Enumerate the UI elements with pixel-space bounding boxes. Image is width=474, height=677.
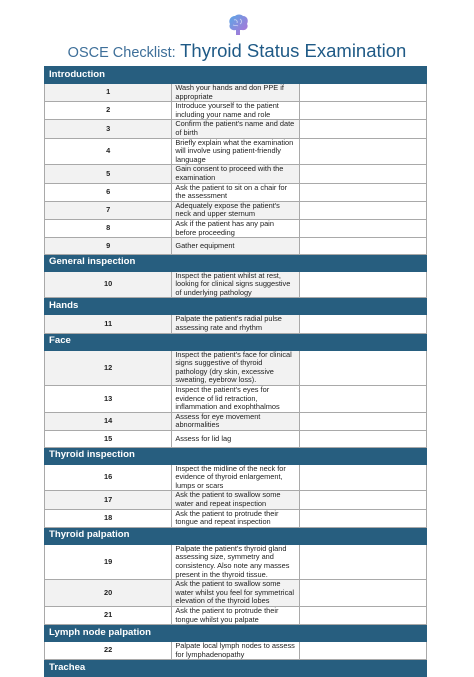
section-header	[45, 333, 427, 350]
checkbox-cell[interactable]	[299, 201, 426, 219]
item-number: 6	[45, 183, 172, 201]
item-text: Ask the patient to sit on a chair for the assessment	[172, 183, 299, 201]
checklist-row	[45, 102, 427, 120]
checkbox-cell[interactable]	[299, 102, 426, 120]
section-title: Introduction	[45, 67, 427, 84]
checklist-row	[45, 580, 427, 607]
checkbox-cell[interactable]	[299, 464, 426, 491]
item-number: 7	[45, 201, 172, 219]
item-number: 13	[45, 386, 172, 413]
item-number: 9	[45, 238, 172, 255]
checklist-row	[45, 183, 427, 201]
brain-logo-icon	[226, 14, 250, 36]
checkbox-cell[interactable]	[299, 315, 426, 333]
checkbox-cell[interactable]	[299, 412, 426, 430]
item-text: Gain consent to proceed with the examination	[172, 165, 299, 183]
section-title: Thyroid palpation	[45, 527, 427, 544]
item-text: Palpate local lymph nodes to assess for lymphadenopathy	[172, 642, 299, 660]
section-title: General inspection	[45, 254, 427, 271]
checklist-row	[45, 315, 427, 333]
section-title: Thyroid inspection	[45, 447, 427, 464]
checkbox-cell[interactable]	[299, 642, 426, 660]
checkbox-cell[interactable]	[299, 120, 426, 138]
checkbox-cell[interactable]	[299, 509, 426, 527]
section-title: Trachea	[45, 660, 427, 677]
item-number: 1	[45, 84, 172, 102]
item-number: 10	[45, 271, 172, 298]
item-number: 11	[45, 315, 172, 333]
item-text: Palpate the patient's thyroid gland assessing size, symmetry and consistency. Also note any masses present in the thyroid tissue.	[172, 544, 299, 579]
item-text: Palpate the patient's radial pulse assessing rate and rhythm	[172, 315, 299, 333]
checkbox-cell[interactable]	[299, 491, 426, 509]
item-number: 20	[45, 580, 172, 607]
item-number: 19	[45, 544, 172, 579]
checklist-row	[45, 509, 427, 527]
section-header	[45, 254, 427, 271]
item-text: Introduce yourself to the patient including your name and role	[172, 102, 299, 120]
item-text: Wash your hands and don PPE if appropriate	[172, 84, 299, 102]
item-text: Ask if the patient has any pain before proceeding	[172, 219, 299, 237]
section-title: Lymph node palpation	[45, 625, 427, 642]
checklist-row	[45, 238, 427, 255]
section-title: Face	[45, 333, 427, 350]
checklist-row	[45, 84, 427, 102]
section-header	[45, 527, 427, 544]
section-header	[45, 67, 427, 84]
item-text: Inspect the patient's face for clinical signs suggestive of thyroid pathology (dry skin, excessive sweating, eyebrow loss).	[172, 350, 299, 385]
checklist-row	[45, 606, 427, 624]
checkbox-cell[interactable]	[299, 84, 426, 102]
checklist-row	[45, 165, 427, 183]
checklist-row	[45, 464, 427, 491]
checkbox-cell[interactable]	[299, 580, 426, 607]
checklist-row	[45, 138, 427, 165]
item-text: Assess for eye movement abnormalities	[172, 412, 299, 430]
section-header	[45, 447, 427, 464]
checkbox-cell[interactable]	[299, 544, 426, 579]
checkbox-cell[interactable]	[299, 219, 426, 237]
page-title	[0, 40, 474, 62]
checklist-row	[45, 544, 427, 579]
checklist-row	[45, 219, 427, 237]
checklist-row	[45, 350, 427, 385]
item-text: Confirm the patient's name and date of birth	[172, 120, 299, 138]
checklist-row	[45, 491, 427, 509]
item-number: 18	[45, 509, 172, 527]
item-number: 2	[45, 102, 172, 120]
checkbox-cell[interactable]	[299, 165, 426, 183]
checklist-row	[45, 271, 427, 298]
checkbox-cell[interactable]	[299, 606, 426, 624]
item-number: 15	[45, 431, 172, 448]
checklist-row	[45, 201, 427, 219]
checklist-row	[45, 386, 427, 413]
checkbox-cell[interactable]	[299, 350, 426, 385]
item-text: Assess for lid lag	[172, 431, 299, 448]
item-number: 5	[45, 165, 172, 183]
checklist-table	[44, 66, 427, 677]
checkbox-cell[interactable]	[299, 271, 426, 298]
item-number: 16	[45, 464, 172, 491]
checkbox-cell[interactable]	[299, 431, 426, 448]
item-text: Briefly explain what the examination will involve using patient-friendly language	[172, 138, 299, 165]
item-number: 22	[45, 642, 172, 660]
item-text: Ask the patient to protrude their tongue and repeat inspection	[172, 509, 299, 527]
item-number: 3	[45, 120, 172, 138]
checklist-row	[45, 431, 427, 448]
item-text: Adequately expose the patient's neck and upper sternum	[172, 201, 299, 219]
item-text: Ask the patient to protrude their tongue whilst you palpate	[172, 606, 299, 624]
item-text: Gather equipment	[172, 238, 299, 255]
checklist-row	[45, 120, 427, 138]
checkbox-cell[interactable]	[299, 138, 426, 165]
section-header	[45, 625, 427, 642]
item-text: Inspect the patient's eyes for evidence of lid retraction, inflammation and exophthalmos	[172, 386, 299, 413]
checklist-row	[45, 412, 427, 430]
item-number: 14	[45, 412, 172, 430]
item-text: Inspect the patient whilst at rest, looking for clinical signs suggestive of underlying pathology	[172, 271, 299, 298]
title-prefix: OSCE Checklist:	[67, 45, 176, 61]
item-number: 4	[45, 138, 172, 165]
item-number: 12	[45, 350, 172, 385]
section-header	[45, 298, 427, 315]
title-main: Thyroid Status Examination	[180, 40, 407, 61]
item-number: 8	[45, 219, 172, 237]
item-number: 17	[45, 491, 172, 509]
item-text: Ask the patient to swallow some water and repeat inspection	[172, 491, 299, 509]
checkbox-cell[interactable]	[299, 183, 426, 201]
checklist-row	[45, 642, 427, 660]
checkbox-cell[interactable]	[299, 386, 426, 413]
section-title: Hands	[45, 298, 427, 315]
section-header	[45, 660, 427, 677]
item-text: Inspect the midline of the neck for evidence of thyroid enlargement, lumps or scars	[172, 464, 299, 491]
checkbox-cell[interactable]	[299, 238, 426, 255]
item-number: 21	[45, 606, 172, 624]
item-text: Ask the patient to swallow some water whilst you feel for symmetrical elevation of the thyroid lobes	[172, 580, 299, 607]
